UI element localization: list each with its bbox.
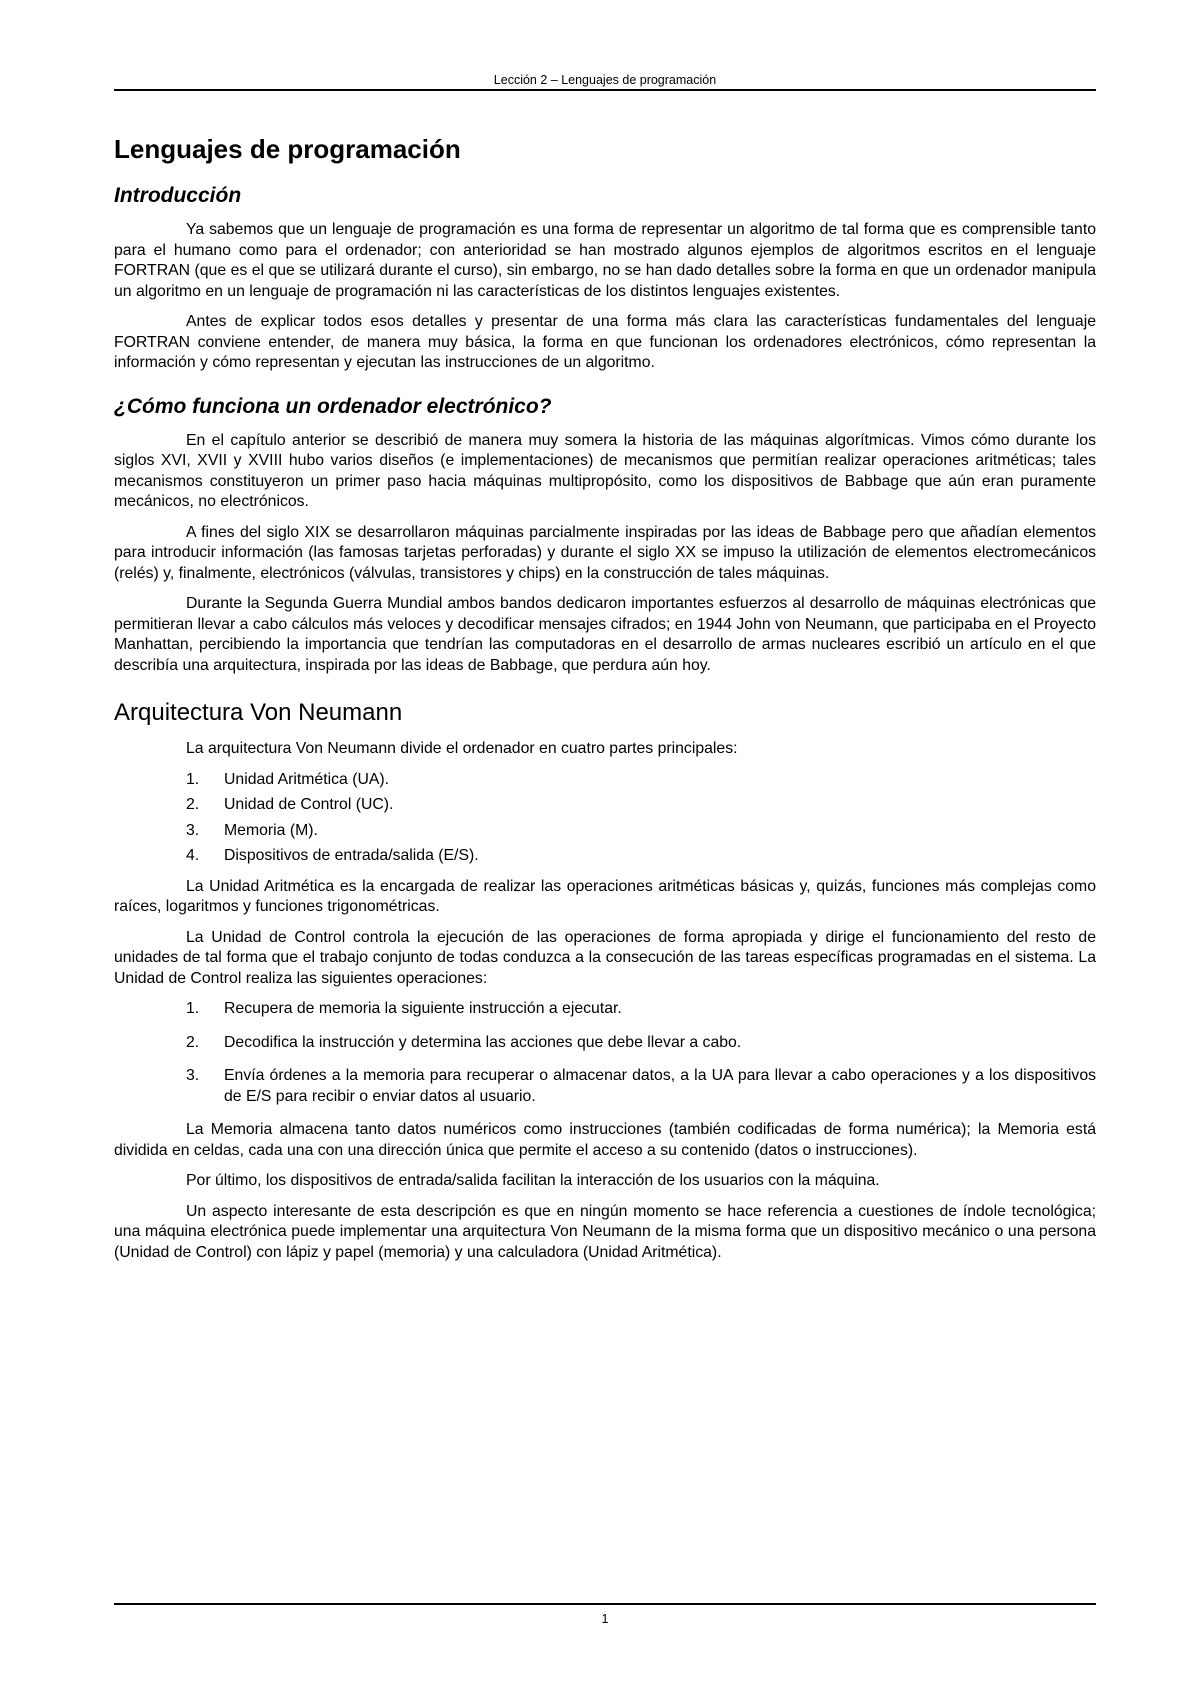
section-heading: ¿Cómo funciona un ordenador electrónico? (114, 394, 552, 418)
list-number: 2. (186, 796, 200, 813)
paragraph: La Unidad Aritmética es la encargada de realizar las operaciones aritméticas básicas y, quizás, funciones más complejas como raíces, logaritmos y funciones trigonométricas. (114, 877, 1096, 915)
document-title: Lenguajes de programación (114, 134, 461, 164)
control-unit-operations-list (114, 999, 1096, 1107)
header-rule (114, 89, 1096, 91)
page-number: 1 (601, 1612, 609, 1626)
list-number: 2. (186, 1033, 200, 1051)
list-number: 1. (186, 1000, 200, 1017)
list-item-text: Envía órdenes a la memoria para recuperar o almacenar datos, a la UA para llevar a cabo operaciones y a los dispositivos de E/S para recibir o enviar datos al usuario. (224, 1067, 1096, 1105)
section-heading: Introducción (114, 184, 242, 207)
list-item-text: Recupera de memoria la siguiente instrucción a ejecutar. (224, 1000, 622, 1017)
paragraph: Ya sabemos que un lenguaje de programación es una forma de representar un algoritmo de tal forma que es comprensible tanto para el humano como para el ordenador; con anterioridad se han mostrado algunos ejemplos de algoritmos escritos en el lenguaje FORTRAN (que es el que se utilizará durante el curso), sin embargo, no se han dado detalles sobre la forma en que un ordenador manipula un algoritmo en un lenguaje de programación ni las características de los distintos lenguajes existentes. (114, 221, 1096, 300)
list-item-text: Decodifica la instrucción y determina las acciones que debe llevar a cabo. (224, 1033, 742, 1051)
paragraph: Durante la Segunda Guerra Mundial ambos bandos dedicaron importantes esfuerzos al desarrollo de máquinas electrónicas que permitieran llevar a cabo cálculos más veloces y decodificar mensajes cifrados; en 1944 John von Neumann, que participaba en el Proyecto Manhattan, percibiendo la importancia que tendrían las computadoras en el desarrollo de armas nucleares escribió un artículo en el que describía una arquitectura, inspirada por las ideas de Babbage, que perdura aún hoy. (114, 595, 1096, 674)
parts-list (114, 770, 1096, 867)
paragraph: La Unidad de Control controla la ejecución de las operaciones de forma apropiada y dirige el funcionamiento del resto de unidades de tal forma que el trabajo conjunto de todas conduzca a la consecución de las tareas específicas programadas en el sistema. La Unidad de Control realiza las siguientes operaciones: (114, 928, 1096, 987)
section-arquitectura-von-neumann (114, 698, 1096, 1263)
paragraph: Por último, los dispositivos de entrada/salida facilitan la interacción de los usuarios con la máquina. (186, 1172, 880, 1189)
list-item-text: Unidad de Control (UC). (224, 796, 394, 813)
section-introduccion (114, 183, 1096, 374)
list-item (114, 795, 1096, 816)
paragraph: Antes de explicar todos esos detalles y presentar de una forma más clara las características fundamentales del lenguaje FORTRAN conviene entender, de manera muy básica, la forma en que funcionan los ordenadores electrónicos, cómo representan la información y cómo representan y ejecutan las instrucciones de un algoritmo. (114, 313, 1096, 371)
list-number: 1. (186, 770, 200, 788)
page-content (114, 133, 1096, 1273)
running-header: Lección 2 – Lenguajes de programación (493, 73, 717, 87)
list-number: 3. (186, 821, 200, 839)
list-item (114, 1066, 1096, 1107)
list-item (114, 999, 1096, 1020)
section-heading: Arquitectura Von Neumann (114, 699, 403, 726)
paragraph: En el capítulo anterior se describió de manera muy somera la historia de las máquinas algorítmicas. Vimos cómo durante los siglos XVI, XVII y XVIII hubo varios diseños (e implementaciones) de mecanismos que permitían realizar operaciones aritméticas; tales mecanismos constituyeron un primer paso hacia máquinas multipropósito, como los dispositivos de Babbage que aún eran puramente mecánicos, no electrónicos. (114, 431, 1096, 510)
list-item (114, 1033, 1096, 1054)
list-item (114, 846, 1096, 867)
list-item (114, 821, 1096, 842)
list-item (114, 770, 1096, 791)
section-como-funciona (114, 394, 1096, 677)
paragraph: La arquitectura Von Neumann divide el ordenador en cuatro partes principales: (186, 740, 738, 757)
paragraph: A fines del siglo XIX se desarrollaron máquinas parcialmente inspiradas por las ideas de Babbage pero que añadían elementos para introducir información (las famosas tarjetas perforadas) y durante el siglo XX se impuso la utilización de elementos electromecánicos (relés) y, finalmente, electrónicos (válvulas, transistores y chips) en la construcción de tales máquinas. (114, 523, 1096, 582)
list-item-text: Memoria (M). (224, 821, 318, 839)
list-number: 4. (186, 847, 200, 864)
paragraph: La Memoria almacena tanto datos numéricos como instrucciones (también codificadas de forma numérica); la Memoria está dividida en celdas, cada una con una dirección única que permite el acceso a su contenido (datos o instrucciones). (114, 1121, 1096, 1159)
list-item-text: Unidad Aritmética (UA). (224, 770, 390, 788)
paragraph: Un aspecto interesante de esta descripción es que en ningún momento se hace referencia a cuestiones de índole tecnológica; una máquina electrónica puede implementar una arquitectura Von Neumann de la misma forma que un dispositivo mecánico o una persona (Unidad de Control) con lápiz y papel (memoria) y una calculadora (Unidad Aritmética). (114, 1202, 1096, 1261)
footer-rule (114, 1603, 1096, 1605)
list-number: 3. (186, 1067, 200, 1084)
list-item-text: Dispositivos de entrada/salida (E/S). (224, 847, 479, 864)
